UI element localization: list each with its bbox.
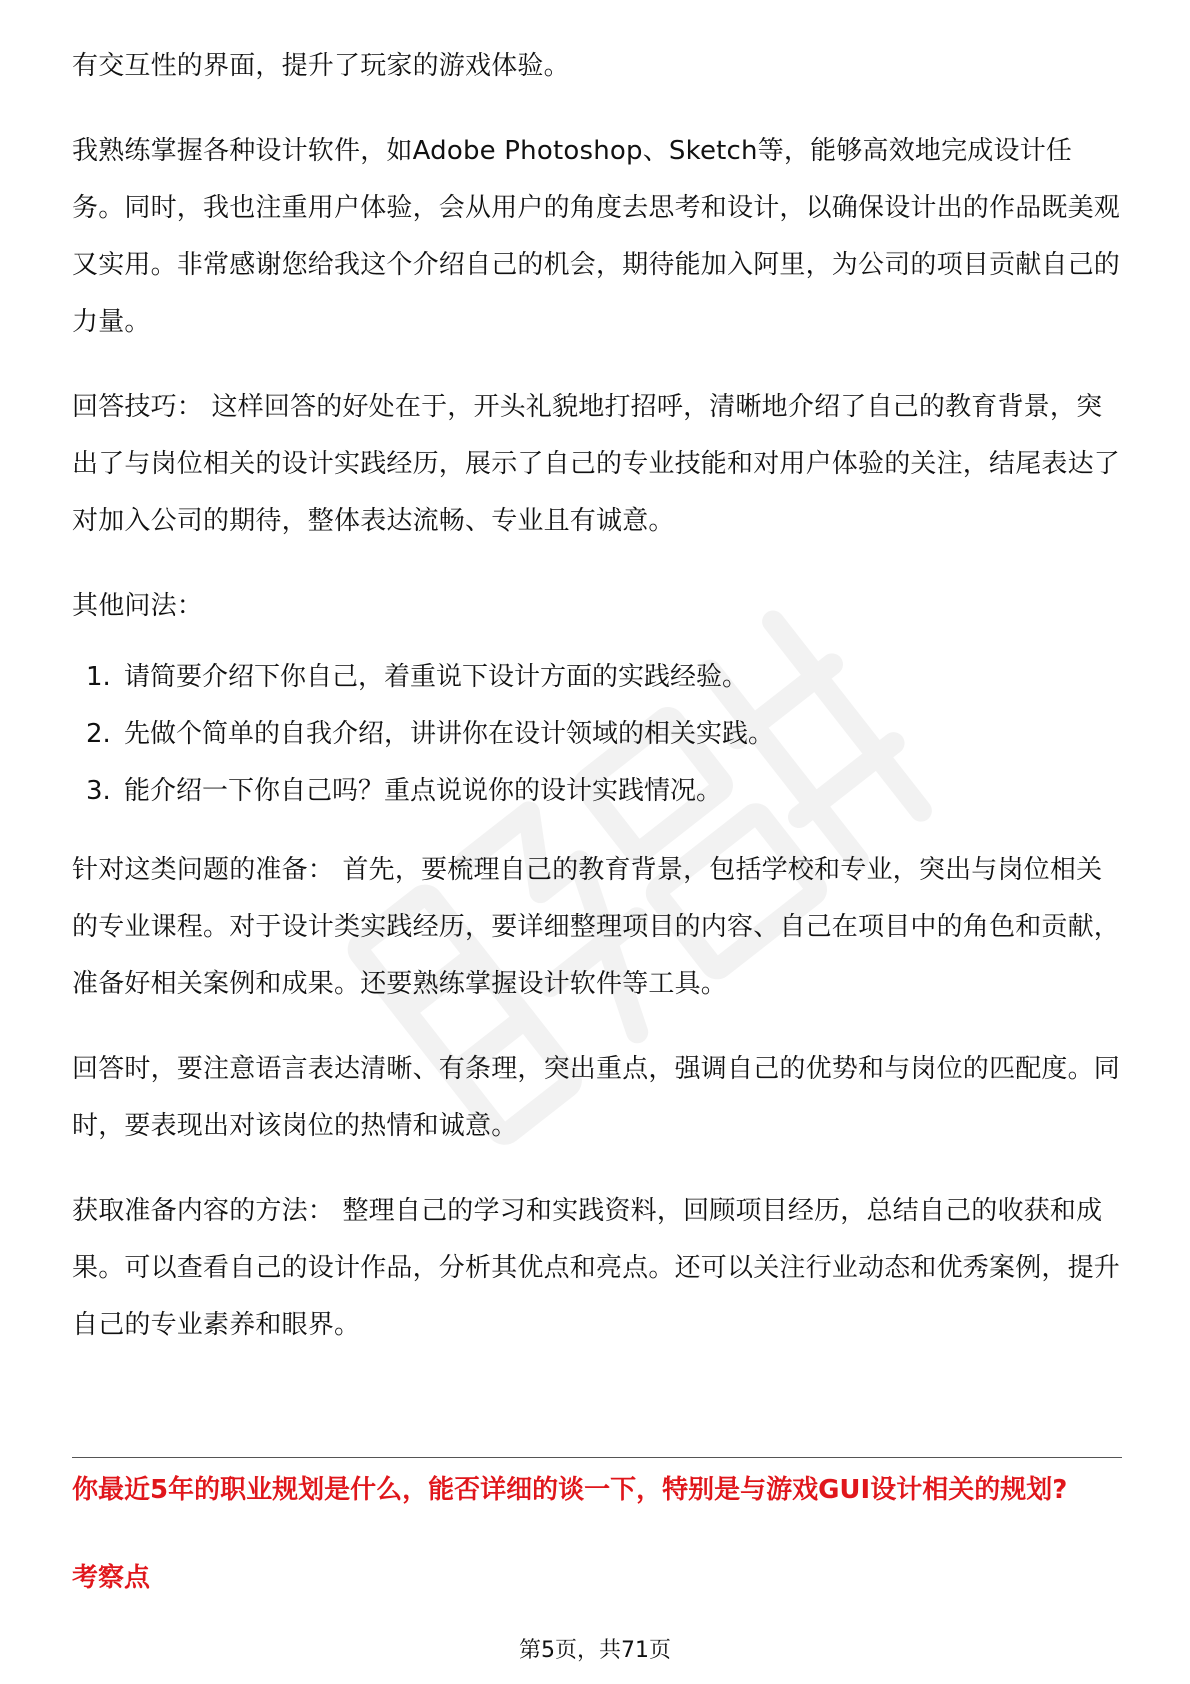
list-item-text: 请简要介绍下你自己，着重说下设计方面的实践经验。 — [124, 662, 749, 692]
alt-questions-list — [72, 649, 1122, 820]
paragraph-continuation: 有交互性的界面，提升了玩家的游戏体验。 — [72, 51, 570, 81]
list-item-text: 先做个简单的自我介绍，讲讲你在设计领域的相关实践。 — [124, 719, 775, 749]
paragraph-skills: 我熟练掌握各种设计软件，如Adobe Photoshop、Sketch等，能够高效地完成设计任务。同时，我也注重用户体验，会从用户的角度去思考和设计，以确保设计出的作品既美观又实用。非常感谢您给我这个介绍自己的机会，期待能加入阿里，为公司的项目贡献自己的力量。 — [72, 136, 1121, 337]
paragraph-when-answering: 回答时，要注意语言表达清晰、有条理，突出重点，强调自己的优势和与岗位的匹配度。同时，要表现出对该岗位的热情和诚意。 — [72, 1054, 1121, 1141]
examination-points-heading: 考察点 — [72, 1563, 151, 1593]
document-body — [72, 38, 1122, 1354]
next-question-heading: 你最近5年的职业规划是什么，能否详细的谈一下，特别是与游戏GUI设计相关的规划? — [72, 1475, 1068, 1505]
paragraph-answer-tips: 回答技巧： 这样回答的好处在于，开头礼貌地打招呼，清晰地介绍了自己的教育背景，突出了与岗位相关的设计实践经历，展示了自己的专业技能和对用户体验的关注，结尾表达了对加入公司的期待，整体表达流畅、专业且有诚意。 — [72, 392, 1121, 536]
list-item — [72, 706, 1122, 763]
list-item-text: 能介绍一下你自己吗？重点说说你的设计实践情况。 — [124, 776, 723, 806]
paragraph-other-phrasings-heading: 其他问法： — [72, 591, 204, 621]
paragraph-preparation: 针对这类问题的准备： 首先，要梳理自己的教育背景，包括学校和专业，突出与岗位相关的专业课程。对于设计类实践经历，要详细整理项目的内容、自己在项目中的角色和贡献，准备好相关案例和成果。还要熟练掌握设计软件等工具。 — [72, 855, 1121, 999]
list-item-number: 3. — [86, 776, 111, 806]
list-item-number: 1. — [86, 662, 111, 692]
section-divider — [72, 1457, 1122, 1458]
list-item — [72, 763, 1122, 820]
page-number-footer: 第5页，共71页 — [519, 1638, 671, 1663]
paragraph-gathering-materials: 获取准备内容的方法： 整理自己的学习和实践资料，回顾项目经历，总结自己的收获和成果。可以查看自己的设计作品，分析其优点和亮点。还可以关注行业动态和优秀案例，提升自己的专业素养和眼界。 — [72, 1196, 1121, 1340]
list-item — [72, 649, 1122, 706]
list-item-number: 2. — [86, 719, 111, 749]
